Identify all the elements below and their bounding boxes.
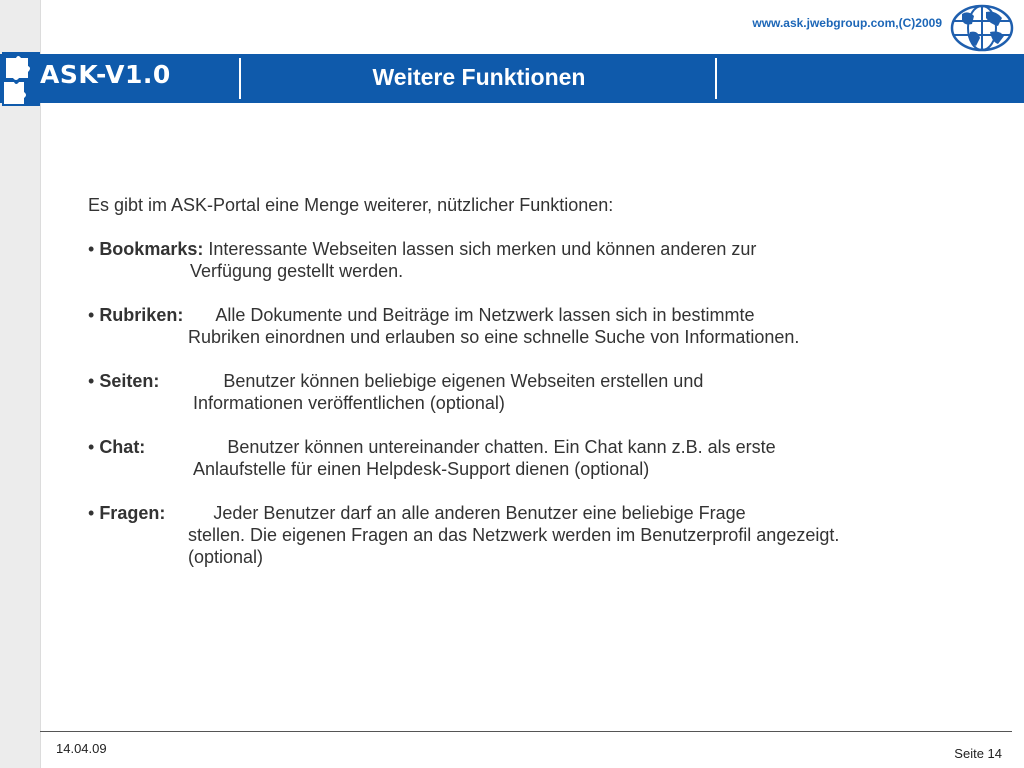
list-item-rubriken: [88, 304, 958, 348]
puzzle-logo-icon: [2, 52, 40, 106]
bullet-icon: •: [88, 371, 100, 391]
item-text: Jeder Benutzer darf an alle anderen Benutzer eine beliebige Frage: [213, 503, 746, 523]
item-label: Bookmarks:: [99, 239, 204, 259]
item-continuation: Informationen veröffentlichen (optional): [193, 393, 505, 413]
item-text: Benutzer können untereinander chatten. Ein Chat kann z.B. als erste: [227, 437, 776, 457]
page-number: Seite 14: [954, 746, 1002, 761]
list-item-bookmarks: [88, 238, 958, 282]
footer-date: 14.04.09: [56, 741, 107, 756]
list-item-seiten: [88, 370, 958, 414]
item-text: Interessante Webseiten lassen sich merken und können anderen zur: [208, 239, 757, 259]
footer-divider: [40, 731, 1012, 732]
bullet-icon: •: [88, 239, 100, 259]
item-continuation: Verfügung gestellt werden.: [190, 261, 404, 281]
item-label: Seiten:: [99, 371, 160, 391]
item-label: Fragen:: [99, 503, 166, 523]
item-text: Benutzer können beliebige eigenen Webseiten erstellen und: [223, 371, 704, 391]
left-sidebar-strip: [0, 0, 41, 768]
item-label: Chat:: [99, 437, 146, 457]
bullet-icon: •: [88, 305, 100, 325]
item-continuation: Rubriken einordnen und erlauben so eine schnelle Suche von Informationen.: [188, 327, 800, 347]
globe-logo-icon: [950, 4, 1014, 52]
item-continuation: Anlaufstelle für einen Helpdesk-Support dienen (optional): [193, 459, 650, 479]
slide-content: [88, 194, 958, 590]
logo-text: ASK-V1.0: [40, 60, 171, 89]
list-item-chat: [88, 436, 958, 480]
item-text: Alle Dokumente und Beiträge im Netzwerk lassen sich in bestimmte: [215, 305, 755, 325]
bullet-icon: •: [88, 437, 100, 457]
copyright-url[interactable]: www.ask.jwebgroup.com,(C)2009: [752, 16, 942, 30]
header-right-panel: [715, 58, 1024, 99]
page-title: Weitere Funktionen: [372, 64, 586, 90]
bullet-icon: •: [88, 503, 100, 523]
item-continuation: stellen. Die eigenen Fragen an das Netzwerk werden im Benutzerprofil angezeigt.(optional): [188, 525, 840, 567]
list-item-fragen: [88, 502, 958, 568]
item-label: Rubriken:: [99, 305, 184, 325]
intro-text: Es gibt im ASK-Portal eine Menge weiterer, nützlicher Funktionen:: [88, 195, 614, 215]
